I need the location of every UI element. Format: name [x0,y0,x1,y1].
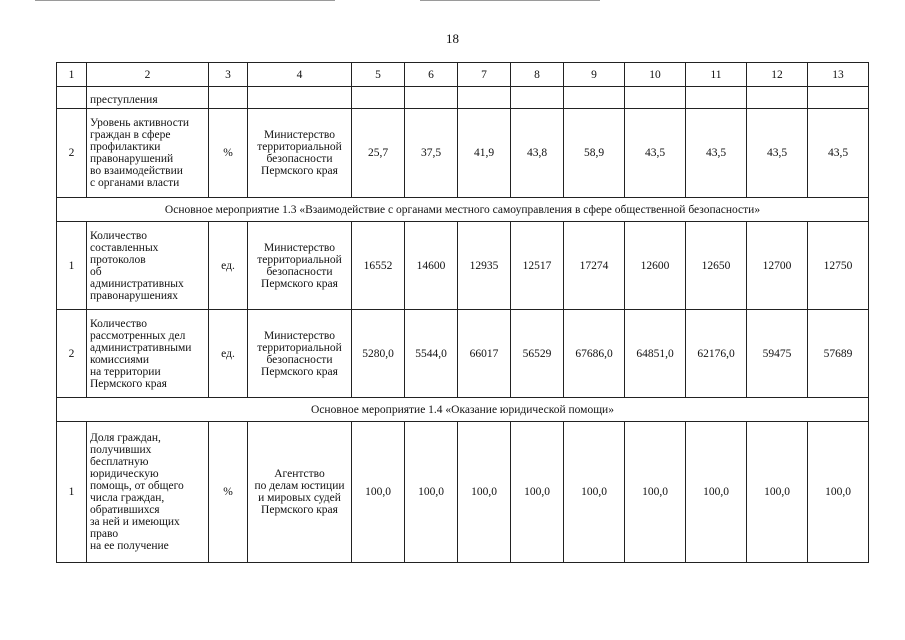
header-cell: 3 [209,63,248,87]
table-row [57,109,869,198]
value-cell: 37,5 [405,109,458,198]
value-cell: 12750 [808,222,869,310]
header-cell: 5 [352,63,405,87]
header-cell: 4 [248,63,352,87]
header-cell: 11 [686,63,747,87]
value-cell: 12517 [511,222,564,310]
value-cell: 100,0 [405,422,458,563]
organization-cell: Министерство территориальной безопасности Пермского края [248,222,352,310]
empty-cell [458,87,511,109]
value-cell: 43,5 [808,109,869,198]
organization-cell: Министерство территориальной безопасности Пермского края [248,109,352,198]
value-cell: 67686,0 [564,310,625,398]
value-cell: 100,0 [458,422,511,563]
empty-cell [511,87,564,109]
value-cell: 43,5 [625,109,686,198]
value-cell: 100,0 [686,422,747,563]
section-row [57,198,869,222]
indicator-name: Доля граждан, получивших бесплатную юридическую помощь, от общего числа граждан, обратившихся за ней и имеющих право на ее получение [87,422,209,563]
empty-cell [405,87,458,109]
empty-cell [625,87,686,109]
value-cell: 64851,0 [625,310,686,398]
row-number: 1 [57,222,87,310]
header-cell: 10 [625,63,686,87]
indicator-name-continuation: преступления [87,87,209,109]
header-cell: 6 [405,63,458,87]
value-cell: 5544,0 [405,310,458,398]
value-cell: 66017 [458,310,511,398]
value-cell: 41,9 [458,109,511,198]
empty-cell [747,87,808,109]
value-cell: 17274 [564,222,625,310]
value-cell: 58,9 [564,109,625,198]
scan-edge-line-left [35,0,335,1]
value-cell: 43,5 [686,109,747,198]
value-cell: 14600 [405,222,458,310]
value-cell: 100,0 [747,422,808,563]
value-cell: 100,0 [625,422,686,563]
indicator-name: Количество составленных протоколов об административных правонарушениях [87,222,209,310]
section-row [57,398,869,422]
unit-cell: ед. [209,310,248,398]
empty-cell [209,87,248,109]
indicator-name: Уровень активности граждан в сфере профилактики правонарушений во взаимодействии с органами власти [87,109,209,198]
header-cell: 2 [87,63,209,87]
section-heading-1-4: Основное мероприятие 1.4 «Оказание юридической помощи» [57,398,869,422]
value-cell: 100,0 [808,422,869,563]
value-cell: 12700 [747,222,808,310]
empty-cell [686,87,747,109]
value-cell: 5280,0 [352,310,405,398]
header-row [57,63,869,87]
value-cell: 12935 [458,222,511,310]
header-cell: 8 [511,63,564,87]
table-row [57,422,869,563]
table-row [57,222,869,310]
row-number: 1 [57,422,87,563]
empty-cell [808,87,869,109]
header-cell: 12 [747,63,808,87]
unit-cell: % [209,422,248,563]
scan-edge-line-right [420,0,600,1]
empty-cell [564,87,625,109]
value-cell: 16552 [352,222,405,310]
indicator-name: Количество рассмотренных дел административными комиссиями на территории Пермского края [87,310,209,398]
value-cell: 100,0 [564,422,625,563]
header-cell: 9 [564,63,625,87]
value-cell: 12600 [625,222,686,310]
indicators-table [56,62,869,563]
header-cell: 7 [458,63,511,87]
header-cell: 1 [57,63,87,87]
empty-cell [352,87,405,109]
header-cell: 13 [808,63,869,87]
section-heading-1-3: Основное мероприятие 1.3 «Взаимодействие с органами местного самоуправления в сфере общественной безопасности» [57,198,869,222]
value-cell: 12650 [686,222,747,310]
value-cell: 57689 [808,310,869,398]
value-cell: 56529 [511,310,564,398]
value-cell: 100,0 [511,422,564,563]
continuation-row [57,87,869,109]
unit-cell: % [209,109,248,198]
row-number: 2 [57,310,87,398]
value-cell: 43,8 [511,109,564,198]
table-row [57,310,869,398]
unit-cell: ед. [209,222,248,310]
value-cell: 25,7 [352,109,405,198]
value-cell: 100,0 [352,422,405,563]
empty-cell [57,87,87,109]
organization-cell: Агентство по делам юстиции и мировых судей Пермского края [248,422,352,563]
value-cell: 62176,0 [686,310,747,398]
row-number: 2 [57,109,87,198]
empty-cell [248,87,352,109]
value-cell: 59475 [747,310,808,398]
value-cell: 43,5 [747,109,808,198]
page-number: 18 [446,31,459,46]
organization-cell: Министерство территориальной безопасности Пермского края [248,310,352,398]
